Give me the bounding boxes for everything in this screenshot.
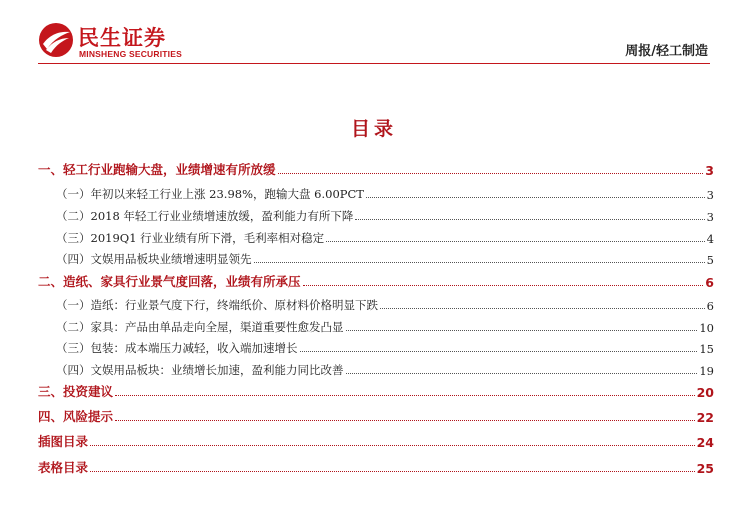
toc-entry-subsection[interactable] xyxy=(38,204,714,224)
toc-entry-title: （一）造纸：行业景气度下行，终端纸价、原材料价格明显下跌 xyxy=(56,298,378,312)
toc-entry-page: 3 xyxy=(706,210,714,224)
toc-entry-section[interactable] xyxy=(38,158,714,178)
toc-entry-section[interactable] xyxy=(38,405,714,425)
report-type-label: 周报/轻工制造 xyxy=(625,44,708,59)
toc-entry-subsection[interactable] xyxy=(38,182,714,202)
toc-leader-dots xyxy=(355,219,704,220)
toc-leader-dots xyxy=(115,420,695,421)
toc-entry-page: 3 xyxy=(705,163,714,178)
toc-leader-dots xyxy=(90,445,695,446)
toc-entry-title: （二）2018 年轻工行业业绩增速放缓，盈利能力有所下降 xyxy=(56,209,354,223)
toc-leader-dots xyxy=(278,173,704,174)
toc-leader-dots xyxy=(90,471,695,472)
toc-entry-subsection[interactable] xyxy=(38,247,714,267)
toc-leader-dots xyxy=(254,262,705,263)
toc-entry-page: 6 xyxy=(705,275,714,290)
company-logo xyxy=(38,22,198,62)
toc-entry-subsection[interactable] xyxy=(38,336,714,356)
toc-entry-page: 20 xyxy=(696,385,714,400)
toc-leader-dots xyxy=(326,241,705,242)
toc-leader-dots xyxy=(346,330,698,331)
toc-entry-title: 二、造纸、家具行业景气度回落，业绩有所承压 xyxy=(38,274,301,289)
toc-entry-subsection[interactable] xyxy=(38,226,714,246)
toc-entry-page: 6 xyxy=(706,299,714,313)
toc-leader-dots xyxy=(300,351,698,352)
toc-entry-title: 表格目录 xyxy=(38,460,89,475)
toc-entry-page: 4 xyxy=(706,232,714,246)
toc-leader-dots xyxy=(366,197,705,198)
toc-entry-title: （三）2019Q1 行业业绩有所下滑，毛利率相对稳定 xyxy=(56,231,325,245)
toc-entry-page: 25 xyxy=(696,461,714,476)
toc-entry-title: 插图目录 xyxy=(38,434,89,449)
toc-entry-page: 10 xyxy=(699,321,714,335)
toc-entry-section[interactable] xyxy=(38,380,714,400)
toc-entry-title: 三、投资建议 xyxy=(38,384,114,399)
toc-entry-page: 5 xyxy=(706,253,714,267)
toc-entry-title: （四）文娱用品板块：业绩增长加速，盈利能力同比改善 xyxy=(56,363,344,377)
toc-entry-title: 一、轻工行业跑输大盘，业绩增速有所放缓 xyxy=(38,162,276,177)
toc-leader-dots xyxy=(346,373,698,374)
toc-entry-title: （一）年初以来轻工行业上涨 23.98%，跑输大盘 6.00PCT xyxy=(56,187,364,201)
toc-entry-section[interactable] xyxy=(38,270,714,290)
toc-leader-dots xyxy=(115,395,695,396)
toc-entry-subsection[interactable] xyxy=(38,358,714,378)
minsheng-logo-icon xyxy=(38,22,74,58)
toc-leader-dots xyxy=(303,285,704,286)
toc-entry-subsection[interactable] xyxy=(38,315,714,335)
toc-entry-title: 四、风险提示 xyxy=(38,409,114,424)
toc-entry-page: 24 xyxy=(696,435,714,450)
logo-english-name: MINSHENG SECURITIES xyxy=(79,49,182,59)
toc-leader-dots xyxy=(380,308,705,309)
toc-entry-section[interactable] xyxy=(38,430,714,450)
toc-entry-section[interactable] xyxy=(38,456,714,476)
page-header xyxy=(0,0,748,70)
header-divider xyxy=(38,63,710,64)
toc-entry-page: 3 xyxy=(706,188,714,202)
toc-entry-page: 15 xyxy=(699,342,714,356)
logo-chinese-name: 民生证券 xyxy=(78,26,166,50)
toc-entry-title: （四）文娱用品板块业绩增速明显领先 xyxy=(56,252,252,266)
toc-entry-page: 22 xyxy=(696,410,714,425)
toc-entry-page: 19 xyxy=(699,364,714,378)
toc-entry-title: （二）家具：产品由单品走向全屋，渠道重要性愈发凸显 xyxy=(56,320,344,334)
toc-entry-title: （三）包装：成本端压力减轻，收入端加速增长 xyxy=(56,341,298,355)
toc-heading: 目录 xyxy=(350,118,397,140)
toc-entry-subsection[interactable] xyxy=(38,293,714,313)
